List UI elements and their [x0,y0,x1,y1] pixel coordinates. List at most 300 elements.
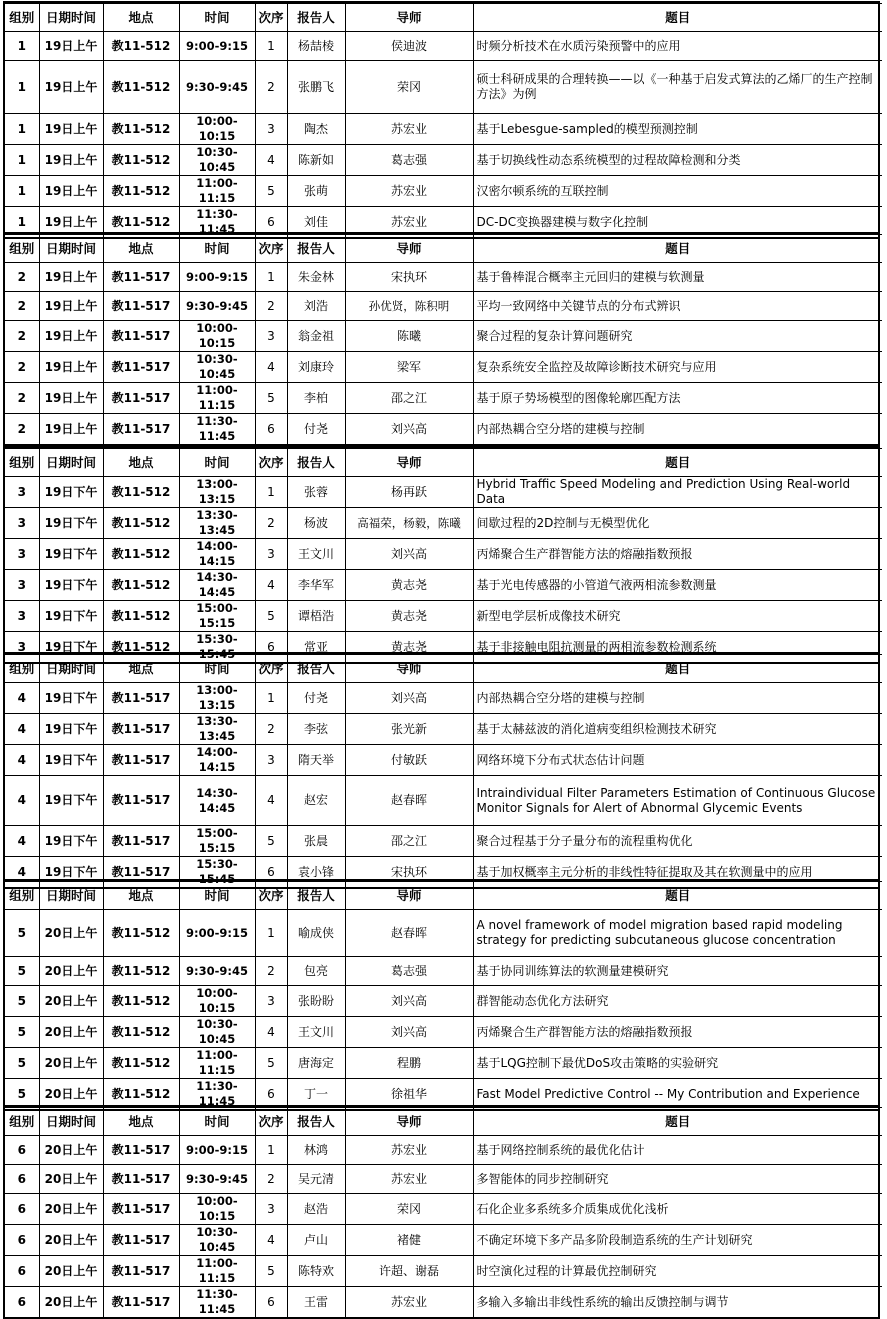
topic-cell: Intraindividual Filter Parameters Estimation of Continuous Glucose Monitor Signals for Alert of Abnormal Glycemic Events [473,776,882,826]
group-cell: 1 [5,114,39,145]
date-cell: 19日下午 [39,632,103,663]
group-cell: 5 [5,1079,39,1110]
location-cell: 教11-512 [103,1048,179,1079]
group-cell: 3 [5,508,39,539]
speaker-cell: 隋天举 [287,745,345,776]
location-cell: 教11-517 [103,683,179,714]
order-cell: 6 [255,632,287,663]
date-cell: 19日下午 [39,539,103,570]
date-cell: 19日上午 [39,145,103,176]
order-cell: 2 [255,1165,287,1194]
group-cell: 3 [5,539,39,570]
time-cell: 11:00-11:15 [179,1048,255,1079]
time-cell: 15:30-15:45 [179,632,255,663]
header-speaker: 报告人 [287,449,345,477]
header-group: 组别 [5,449,39,477]
order-cell: 2 [255,714,287,745]
schedule-table [5,448,882,662]
date-cell: 19日上午 [39,352,103,383]
order-cell: 3 [255,321,287,352]
table-row [5,1225,882,1256]
order-cell: 2 [255,61,287,114]
order-cell: 5 [255,826,287,857]
order-cell: 4 [255,570,287,601]
header-row [5,449,882,477]
group-cell: 3 [5,601,39,632]
speaker-cell: 付尧 [287,683,345,714]
order-cell: 6 [255,1079,287,1110]
order-cell: 3 [255,114,287,145]
group-cell: 6 [5,1136,39,1165]
topic-cell: DC-DC变换器建模与数字化控制 [473,207,882,238]
topic-cell: 复杂系统安全监控及故障诊断技术研究与应用 [473,352,882,383]
header-date: 日期时间 [39,449,103,477]
header-advisor: 导师 [345,1108,473,1136]
time-cell: 15:00-15:15 [179,826,255,857]
table-row [5,176,882,207]
header-date: 日期时间 [39,235,103,263]
order-cell: 3 [255,539,287,570]
time-cell: 9:00-9:15 [179,910,255,957]
location-cell: 教11-517 [103,1287,179,1318]
header-date: 日期时间 [39,882,103,910]
speaker-cell: 赵浩 [287,1194,345,1225]
location-cell: 教11-512 [103,207,179,238]
advisor-cell: 苏宏业 [345,114,473,145]
topic-cell: 石化企业多系统多介质集成优化浅析 [473,1194,882,1225]
group-cell: 2 [5,352,39,383]
header-topic: 题目 [473,235,882,263]
group-cell: 5 [5,1048,39,1079]
group-cell: 2 [5,292,39,321]
date-cell: 19日下午 [39,570,103,601]
group-cell: 5 [5,986,39,1017]
header-time: 时间 [179,1108,255,1136]
date-cell: 19日上午 [39,383,103,414]
group-cell: 1 [5,176,39,207]
speaker-cell: 付尧 [287,414,345,445]
date-cell: 19日上午 [39,263,103,292]
date-cell: 20日上午 [39,1287,103,1318]
order-cell: 4 [255,1017,287,1048]
location-cell: 教11-517 [103,714,179,745]
header-order: 次序 [255,655,287,683]
group-cell: 5 [5,1017,39,1048]
header-group: 组别 [5,882,39,910]
date-cell: 19日上午 [39,176,103,207]
topic-cell: 多智能体的同步控制研究 [473,1165,882,1194]
group-cell: 6 [5,1225,39,1256]
time-cell: 9:30-9:45 [179,957,255,986]
date-cell: 19日下午 [39,776,103,826]
location-cell: 教11-517 [103,263,179,292]
time-cell: 11:00-11:15 [179,383,255,414]
time-cell: 10:30-10:45 [179,1017,255,1048]
advisor-cell: 梁军 [345,352,473,383]
time-cell: 9:00-9:15 [179,32,255,61]
topic-cell: Fast Model Predictive Control -- My Contribution and Experience [473,1079,882,1110]
advisor-cell: 苏宏业 [345,176,473,207]
time-cell: 14:00-14:15 [179,539,255,570]
time-cell: 13:00-13:15 [179,477,255,508]
topic-cell: Hybrid Traffic Speed Modeling and Prediction Using Real-world Data [473,477,882,508]
schedule-table [5,234,882,444]
advisor-cell: 褚健 [345,1225,473,1256]
advisor-cell: 宋执环 [345,857,473,888]
topic-cell: 不确定环境下多产品多阶段制造系统的生产计划研究 [473,1225,882,1256]
date-cell: 20日上午 [39,1194,103,1225]
advisor-cell: 黄志尧 [345,601,473,632]
speaker-cell: 张晨 [287,826,345,857]
group-cell: 6 [5,1256,39,1287]
date-cell: 19日上午 [39,114,103,145]
speaker-cell: 张盼盼 [287,986,345,1017]
location-cell: 教11-512 [103,61,179,114]
date-cell: 19日上午 [39,207,103,238]
header-time: 时间 [179,4,255,32]
time-cell: 11:30-11:45 [179,1287,255,1318]
speaker-cell: 张萌 [287,176,345,207]
speaker-cell: 李弦 [287,714,345,745]
date-cell: 20日上午 [39,1256,103,1287]
advisor-cell: 刘兴高 [345,986,473,1017]
advisor-cell: 刘兴高 [345,683,473,714]
group-cell: 2 [5,414,39,445]
time-cell: 13:00-13:15 [179,683,255,714]
order-cell: 1 [255,477,287,508]
date-cell: 20日上午 [39,986,103,1017]
group-cell: 2 [5,263,39,292]
header-time: 时间 [179,655,255,683]
advisor-cell: 许超、谢磊 [345,1256,473,1287]
header-group: 组别 [5,4,39,32]
header-row [5,4,882,32]
time-cell: 9:00-9:15 [179,263,255,292]
group-cell: 1 [5,145,39,176]
topic-cell: 基于网络控制系统的最优化估计 [473,1136,882,1165]
date-cell: 20日上午 [39,957,103,986]
location-cell: 教11-517 [103,414,179,445]
header-row [5,235,882,263]
topic-cell: 基于非接触电阻抗测量的两相流参数检测系统 [473,632,882,663]
location-cell: 教11-517 [103,1225,179,1256]
date-cell: 19日上午 [39,321,103,352]
date-cell: 19日上午 [39,32,103,61]
time-cell: 10:30-10:45 [179,1225,255,1256]
order-cell: 1 [255,910,287,957]
header-speaker: 报告人 [287,655,345,683]
time-cell: 11:00-11:15 [179,1256,255,1287]
table-row [5,570,882,601]
advisor-cell: 杨再跃 [345,477,473,508]
speaker-cell: 李柏 [287,383,345,414]
date-cell: 19日上午 [39,414,103,445]
header-speaker: 报告人 [287,882,345,910]
speaker-cell: 陈新如 [287,145,345,176]
advisor-cell: 葛志强 [345,957,473,986]
time-cell: 15:30-15:45 [179,857,255,888]
header-time: 时间 [179,449,255,477]
header-topic: 题目 [473,1108,882,1136]
header-order: 次序 [255,882,287,910]
topic-cell: 基于光电传感器的小管道气液两相流参数测量 [473,570,882,601]
group-cell: 4 [5,745,39,776]
topic-cell: 群智能动态优化方法研究 [473,986,882,1017]
table-row [5,1017,882,1048]
group-cell: 6 [5,1287,39,1318]
date-cell: 19日下午 [39,714,103,745]
time-cell: 13:30-13:45 [179,508,255,539]
date-cell: 19日上午 [39,292,103,321]
order-cell: 2 [255,292,287,321]
order-cell: 5 [255,383,287,414]
table-row [5,826,882,857]
advisor-cell: 赵春晖 [345,910,473,957]
table-row [5,61,882,114]
table-row [5,508,882,539]
advisor-cell: 赵春晖 [345,776,473,826]
group-cell: 3 [5,477,39,508]
time-cell: 13:30-13:45 [179,714,255,745]
advisor-cell: 邵之江 [345,383,473,414]
topic-cell: 网络环境下分布式状态估计问题 [473,745,882,776]
speaker-cell: 翁金祖 [287,321,345,352]
order-cell: 1 [255,32,287,61]
order-cell: 6 [255,1287,287,1318]
location-cell: 教11-512 [103,145,179,176]
table-row [5,1256,882,1287]
time-cell: 10:00-10:15 [179,114,255,145]
order-cell: 5 [255,1256,287,1287]
group-cell: 4 [5,714,39,745]
header-location: 地点 [103,4,179,32]
location-cell: 教11-512 [103,601,179,632]
header-speaker: 报告人 [287,1108,345,1136]
header-order: 次序 [255,1108,287,1136]
topic-cell: 丙烯聚合生产群智能方法的熔融指数预报 [473,539,882,570]
speaker-cell: 陶杰 [287,114,345,145]
group-cell: 4 [5,826,39,857]
group-block [3,1105,880,1319]
order-cell: 4 [255,776,287,826]
table-row [5,383,882,414]
header-topic: 题目 [473,449,882,477]
time-cell: 9:30-9:45 [179,292,255,321]
topic-cell: 基于原子势场模型的图像轮廓匹配方法 [473,383,882,414]
location-cell: 教11-517 [103,292,179,321]
date-cell: 19日下午 [39,826,103,857]
advisor-cell: 苏宏业 [345,1136,473,1165]
table-row [5,114,882,145]
time-cell: 15:00-15:15 [179,601,255,632]
group-cell: 6 [5,1194,39,1225]
header-location: 地点 [103,882,179,910]
header-time: 时间 [179,235,255,263]
advisor-cell: 陈曦 [345,321,473,352]
advisor-cell: 刘兴高 [345,414,473,445]
topic-cell: 聚合过程的复杂计算问题研究 [473,321,882,352]
header-advisor: 导师 [345,449,473,477]
group-cell: 1 [5,207,39,238]
topic-cell: 基于切换线性动态系统模型的过程故障检测和分类 [473,145,882,176]
speaker-cell: 林鸿 [287,1136,345,1165]
header-time: 时间 [179,882,255,910]
header-speaker: 报告人 [287,235,345,263]
group-cell: 1 [5,61,39,114]
advisor-cell: 孙优贤，陈积明 [345,292,473,321]
table-row [5,145,882,176]
order-cell: 3 [255,1194,287,1225]
advisor-cell: 荣冈 [345,1194,473,1225]
group-block [3,1,880,239]
time-cell: 10:30-10:45 [179,145,255,176]
location-cell: 教11-517 [103,383,179,414]
topic-cell: 聚合过程基于分子量分布的流程重构优化 [473,826,882,857]
date-cell: 19日下午 [39,477,103,508]
group-cell: 5 [5,957,39,986]
speaker-cell: 吴元清 [287,1165,345,1194]
time-cell: 11:00-11:15 [179,176,255,207]
advisor-cell: 付敏跃 [345,745,473,776]
advisor-cell: 刘兴高 [345,1017,473,1048]
advisor-cell: 高福荣，杨毅，陈曦 [345,508,473,539]
date-cell: 19日下午 [39,745,103,776]
time-cell: 10:00-10:15 [179,1194,255,1225]
header-advisor: 导师 [345,4,473,32]
location-cell: 教11-512 [103,508,179,539]
order-cell: 6 [255,207,287,238]
speaker-cell: 朱金林 [287,263,345,292]
header-group: 组别 [5,655,39,683]
table-row [5,683,882,714]
location-cell: 教11-512 [103,957,179,986]
advisor-cell: 苏宏业 [345,1165,473,1194]
group-block [3,446,880,664]
table-row [5,1136,882,1165]
order-cell: 1 [255,263,287,292]
location-cell: 教11-517 [103,1194,179,1225]
time-cell: 11:30-11:45 [179,1079,255,1110]
header-date: 日期时间 [39,655,103,683]
speaker-cell: 喻成侠 [287,910,345,957]
date-cell: 20日上午 [39,1225,103,1256]
topic-cell: 多输入多输出非线性系统的输出反馈控制与调节 [473,1287,882,1318]
order-cell: 3 [255,986,287,1017]
group-cell: 4 [5,683,39,714]
group-block [3,232,880,446]
header-location: 地点 [103,655,179,683]
header-row [5,882,882,910]
group-cell: 6 [5,1165,39,1194]
table-row [5,601,882,632]
location-cell: 教11-512 [103,910,179,957]
date-cell: 19日下午 [39,601,103,632]
table-row [5,1287,882,1318]
location-cell: 教11-517 [103,321,179,352]
speaker-cell: 唐海定 [287,1048,345,1079]
schedule-table [5,1107,882,1317]
advisor-cell: 程鹏 [345,1048,473,1079]
topic-cell: 硕士科研成果的合理转换——以《一种基于启发式算法的乙烯厂的生产控制方法》为例 [473,61,882,114]
header-order: 次序 [255,235,287,263]
order-cell: 6 [255,414,287,445]
advisor-cell: 邵之江 [345,826,473,857]
location-cell: 教11-512 [103,114,179,145]
advisor-cell: 张光新 [345,714,473,745]
topic-cell: 内部热耦合空分塔的建模与控制 [473,414,882,445]
topic-cell: A novel framework of model migration based rapid modeling strategy for predicting subcutaneous glucose concentration [473,910,882,957]
date-cell: 19日下午 [39,683,103,714]
table-row [5,477,882,508]
location-cell: 教11-512 [103,32,179,61]
group-cell: 1 [5,32,39,61]
speaker-cell: 张鹏飞 [287,61,345,114]
location-cell: 教11-512 [103,539,179,570]
header-group: 组别 [5,235,39,263]
date-cell: 20日上午 [39,1017,103,1048]
topic-cell: 内部热耦合空分塔的建模与控制 [473,683,882,714]
advisor-cell: 侯迪波 [345,32,473,61]
topic-cell: 间歇过程的2D控制与无模型优化 [473,508,882,539]
schedule-table [5,3,882,237]
schedule-table [5,881,882,1109]
table-row [5,414,882,445]
group-cell: 4 [5,776,39,826]
location-cell: 教11-517 [103,745,179,776]
advisor-cell: 徐祖华 [345,1079,473,1110]
location-cell: 教11-512 [103,570,179,601]
time-cell: 9:30-9:45 [179,1165,255,1194]
advisor-cell: 刘兴高 [345,539,473,570]
table-row [5,292,882,321]
group-cell: 5 [5,910,39,957]
header-advisor: 导师 [345,235,473,263]
speaker-cell: 王文川 [287,539,345,570]
time-cell: 10:30-10:45 [179,352,255,383]
date-cell: 19日下午 [39,857,103,888]
location-cell: 教11-512 [103,632,179,663]
order-cell: 1 [255,683,287,714]
order-cell: 4 [255,145,287,176]
topic-cell: 基于Lebesgue-sampled的模型预测控制 [473,114,882,145]
header-location: 地点 [103,449,179,477]
advisor-cell: 苏宏业 [345,207,473,238]
table-row [5,986,882,1017]
time-cell: 9:30-9:45 [179,61,255,114]
advisor-cell: 黄志尧 [345,570,473,601]
speaker-cell: 刘佳 [287,207,345,238]
topic-cell: 基于加权概率主元分析的非线性特征提取及其在软测量中的应用 [473,857,882,888]
advisor-cell: 葛志强 [345,145,473,176]
table-row [5,714,882,745]
topic-cell: 汉密尔顿系统的互联控制 [473,176,882,207]
table-row [5,1165,882,1194]
location-cell: 教11-512 [103,477,179,508]
speaker-cell: 张蓉 [287,477,345,508]
time-cell: 14:30-14:45 [179,776,255,826]
header-order: 次序 [255,4,287,32]
header-date: 日期时间 [39,1108,103,1136]
order-cell: 5 [255,601,287,632]
topic-cell: 基于太赫兹波的消化道病变组织检测技术研究 [473,714,882,745]
order-cell: 6 [255,857,287,888]
speaker-cell: 杨波 [287,508,345,539]
speaker-cell: 谭梧浩 [287,601,345,632]
group-cell: 2 [5,383,39,414]
speaker-cell: 李华军 [287,570,345,601]
time-cell: 14:00-14:15 [179,745,255,776]
header-topic: 题目 [473,4,882,32]
